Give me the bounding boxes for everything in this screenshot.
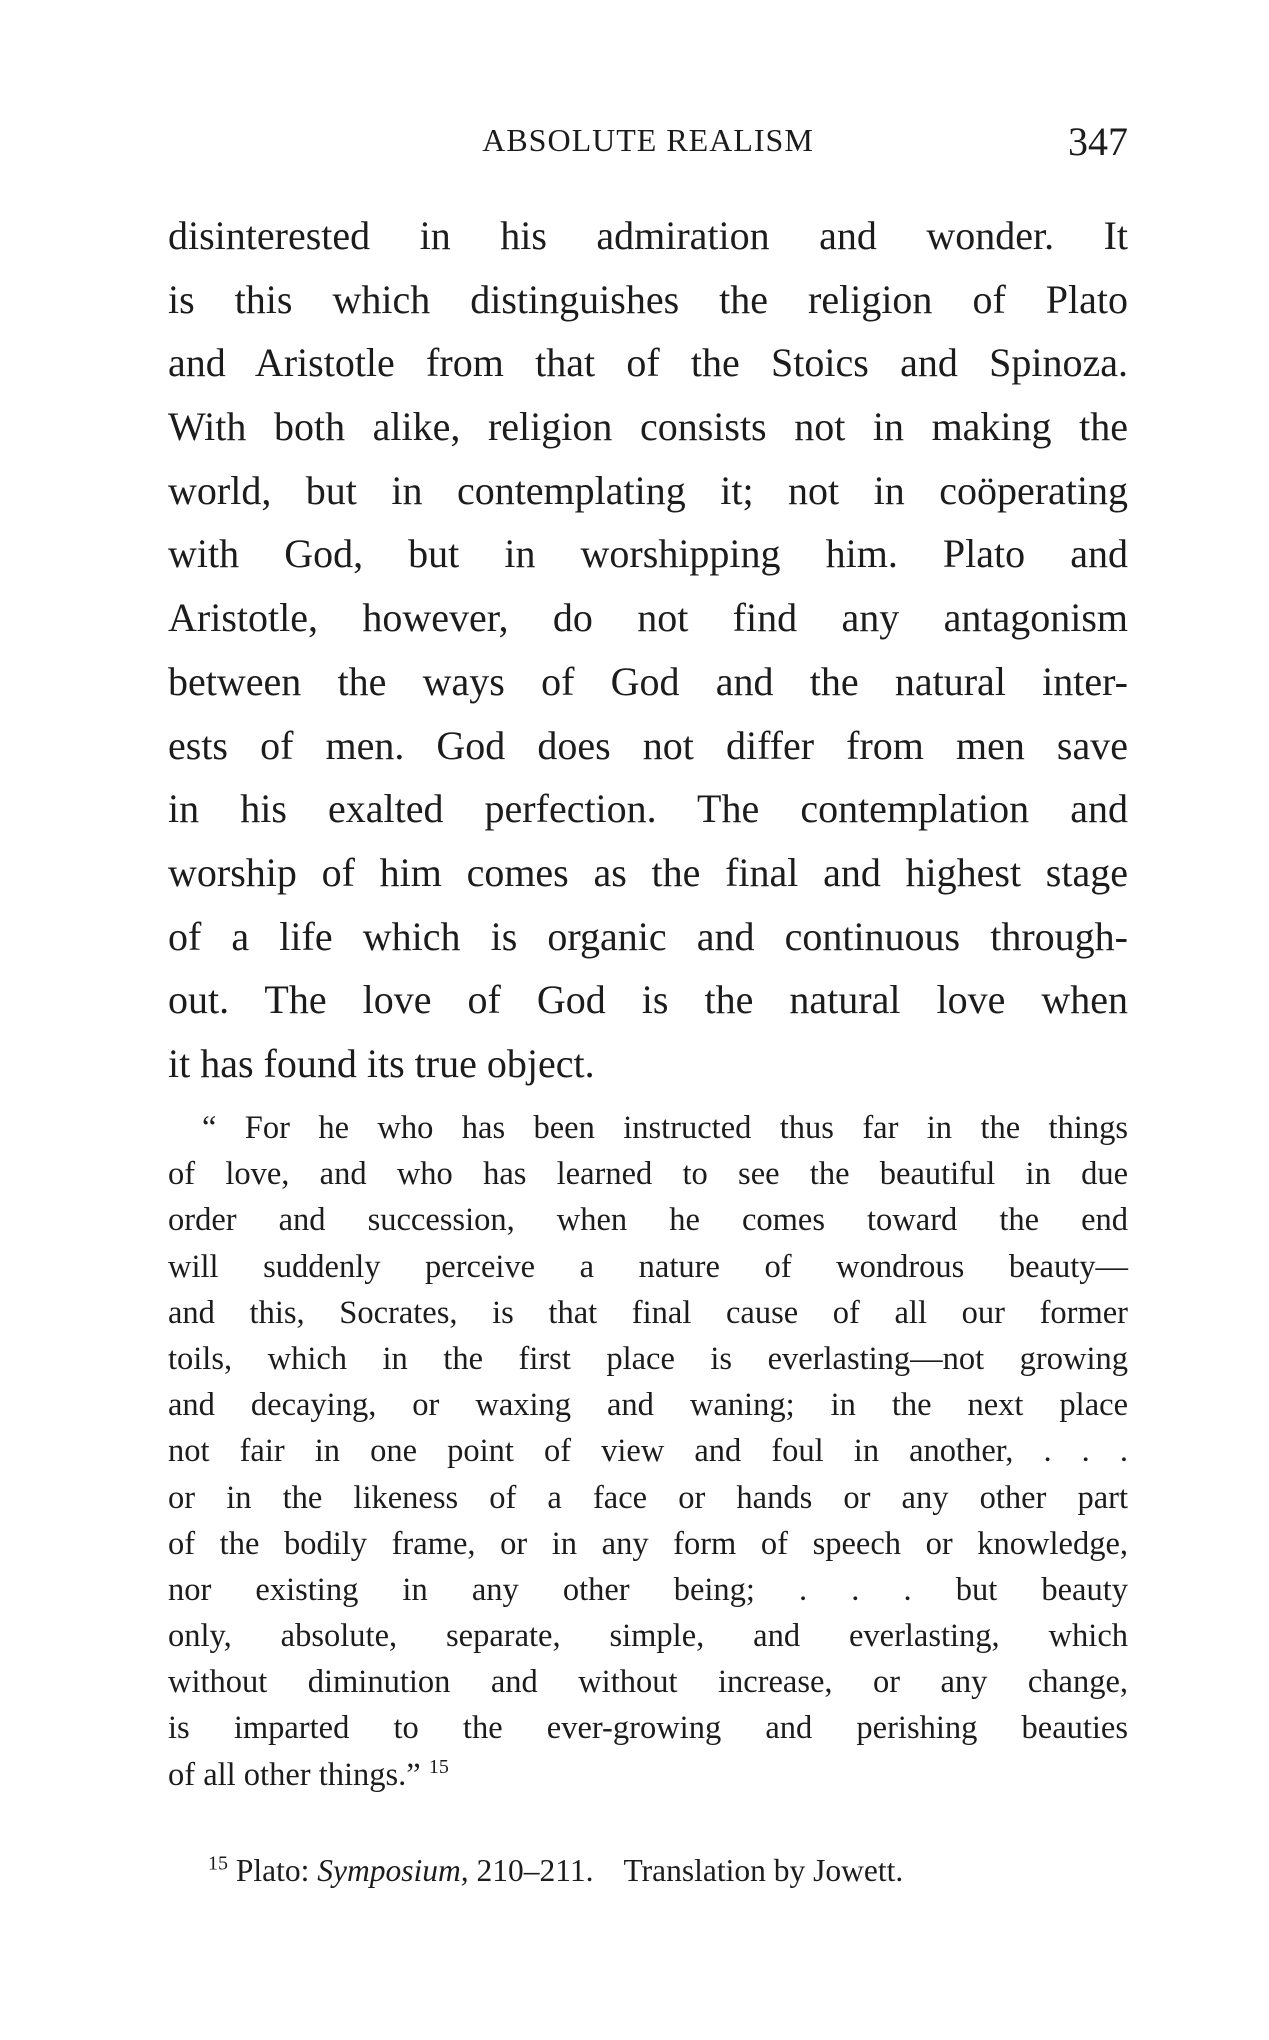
quotation-line: of the bodily frame, or in any form of speech or knowledge,: [168, 1525, 1128, 1562]
quotation-line: of all other things.”: [168, 1756, 421, 1793]
quotation-line: toils, which in the first place is everlasting—not growing: [168, 1340, 1128, 1377]
footnote-pages: 210–211.: [476, 1853, 594, 1888]
paragraph-line: Aristotle, however, do not find any antagonism: [168, 595, 1128, 641]
quotation-line: or in the likeness of a face or hands or any other part: [168, 1479, 1128, 1516]
quotation-last-line: [168, 1752, 1128, 1798]
paragraph-line: is this which distinguishes the religion of Plato: [168, 276, 1128, 322]
footnote: [208, 1853, 1128, 1889]
quotation-line: “ For he who has been instructed thus far in the things: [202, 1110, 1128, 1146]
paragraph-line: disinterested in his admiration and wonder. It: [168, 213, 1128, 258]
running-head: [168, 118, 1128, 168]
page-number: 347: [1068, 119, 1128, 164]
quotation-line: order and succession, when he comes toward the end: [168, 1202, 1128, 1239]
paragraph-line: ests of men. God does not differ from men save: [168, 722, 1128, 768]
footnote-translation: Translation by Jowett.: [623, 1853, 904, 1888]
footnote-author: Plato:: [235, 1853, 310, 1888]
paragraph-line: between the ways of God and the natural inter-: [168, 658, 1128, 704]
paragraph-line: in his exalted perfection. The contemplation and: [168, 786, 1128, 832]
block-quotation: [168, 1105, 1128, 1798]
paragraph-line: worship of him comes as the final and highest stage: [168, 849, 1128, 895]
paragraph-line: of a life which is organic and continuous through-: [168, 913, 1128, 959]
paragraph-line: With both alike, religion consists not in making the: [168, 404, 1128, 450]
paragraph-line: world, but in contemplating it; not in coöperating: [168, 467, 1128, 513]
quotation-line: nor existing in any other being; . . . but beauty: [168, 1571, 1128, 1608]
body-paragraph: [168, 204, 1128, 1096]
running-title: ABSOLUTE REALISM: [482, 122, 814, 158]
quotation-line: will suddenly perceive a nature of wondrous beauty—: [168, 1248, 1128, 1285]
quotation-line: only, absolute, separate, simple, and everlasting, which: [168, 1618, 1128, 1655]
paragraph-line: with God, but in worshipping him. Plato and: [168, 531, 1128, 577]
footnote-reference[interactable]: 15: [428, 1755, 449, 1778]
quotation-line: and this, Socrates, is that final cause of all our former: [168, 1294, 1128, 1331]
paragraph-line: and Aristotle from that of the Stoics and Spinoza.: [168, 340, 1128, 386]
quotation-line: without diminution and without increase, or any change,: [168, 1664, 1128, 1701]
paragraph-line: it has found its true object.: [168, 1040, 595, 1086]
footnote-work-title: Symposium,: [317, 1853, 469, 1888]
quotation-line: not fair in one point of view and foul in another, . . .: [168, 1433, 1128, 1470]
quotation-line: and decaying, or waxing and waning; in the next place: [168, 1387, 1128, 1424]
paragraph-line: out. The love of God is the natural love when: [168, 977, 1128, 1023]
quotation-line: of love, and who has learned to see the beautiful in due: [168, 1156, 1128, 1193]
footnote-number: 15: [208, 1852, 228, 1875]
quotation-line: is imparted to the ever-growing and perishing beauties: [168, 1710, 1128, 1747]
